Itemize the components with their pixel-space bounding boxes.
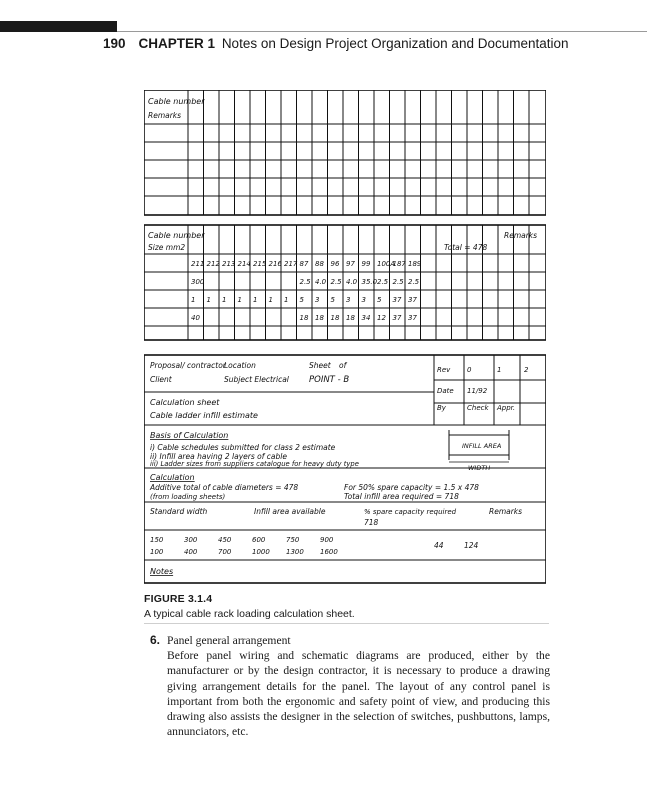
cable-cell: 3 <box>361 296 366 304</box>
date-label: Date <box>437 387 454 395</box>
bt-width-cell: 150 <box>150 536 164 544</box>
cable-cell: 2.5 <box>408 278 420 286</box>
cable-cell: 189 <box>408 260 422 268</box>
cable-cell: 37 <box>392 296 402 304</box>
check-label: Check <box>467 404 489 412</box>
cable-cell: 187 <box>392 260 406 268</box>
cable-cell: 215 <box>253 260 267 268</box>
caption-rule <box>144 623 549 624</box>
cable-cell: 2.5 <box>377 278 389 286</box>
calc-line-4: Total infill area required = 718 <box>344 492 459 501</box>
basis-line-2: ii) Infill area having 2 layers of cable <box>150 452 287 461</box>
calc-title: Cable ladder infill estimate <box>150 411 258 420</box>
cable-cell: 96 <box>330 260 340 268</box>
bt-required: 718 <box>364 518 379 527</box>
top-rule-black-bar <box>0 21 117 32</box>
width-label: WIDTH <box>468 464 491 472</box>
appr-label: Appr. <box>497 404 516 412</box>
cable-cell: 1 <box>284 296 289 304</box>
cable-cell: 300 <box>191 278 205 286</box>
cable-cell: 2.5 <box>299 278 311 286</box>
cable-cell: 5 <box>377 296 382 304</box>
bt-header-remarks: Remarks <box>489 507 523 516</box>
cable-cell: 37 <box>408 314 417 322</box>
calculation-heading: Calculation <box>150 473 195 482</box>
cable-cell: 1 <box>268 296 273 304</box>
basis-line-1: i) Cable schedules submitted for class 2 estimate <box>150 443 336 452</box>
point-label: POINT - B <box>309 375 350 385</box>
top-rule <box>0 0 647 32</box>
section-body: Before panel wiring and schematic diagrams are produced, either by the manufacturer or by the design contractor, it is necessary to produce a drawing giving arrangement details for the panel. The layout of any control panel is important from both the ergonomic and safety point of view, and producing this drawing also assists the designer in the selection of switches, pushbuttons, lamps, annunciators, etc. <box>167 649 550 739</box>
infill-area-label: INFILL AREA <box>462 442 502 450</box>
bt-area-cell: 100 <box>150 548 164 556</box>
bt-area-cell: 1600 <box>320 548 338 556</box>
figure-caption: A typical cable rack loading calculation sheet. <box>144 608 355 620</box>
calc-line-2: (from loading sheets) <box>150 493 226 501</box>
cable-cell: 212 <box>206 260 220 268</box>
chapter-label: CHAPTER 1 <box>138 36 216 51</box>
rev-date: 11/92 <box>467 387 488 395</box>
top-grid-remarks: Remarks <box>148 111 182 120</box>
cable-cell: 88 <box>315 260 324 268</box>
cable-cell: 97 <box>346 260 355 268</box>
bt-header-width: Standard width <box>150 507 208 516</box>
top-rule-gray-line <box>117 31 647 32</box>
figure-label: FIGURE 3.1.4 <box>144 593 213 605</box>
cable-cell: 213 <box>222 260 236 268</box>
section-panel-arrangement <box>150 633 550 739</box>
calc-line-3: For 50% spare capacity = 1.5 x 478 <box>344 483 479 492</box>
chapter-title: Notes on Design Project Organization and Documentation <box>221 36 569 51</box>
cable-cell: 1 <box>206 296 211 304</box>
section-title: Panel general arrangement <box>167 634 291 647</box>
cable-table-header-size: Size mm2 <box>148 243 186 252</box>
bt-area-cell: 1300 <box>286 548 304 556</box>
sheet-of-label: of <box>339 361 347 370</box>
basis-line-3: iii) Ladder sizes from suppliers catalogue for heavy duty type <box>150 460 359 468</box>
cable-cell: 34 <box>361 314 371 322</box>
bt-header-spare: % spare capacity required <box>364 508 457 516</box>
cable-table-header-number: Cable number <box>148 231 205 240</box>
page-number: 190 <box>103 36 126 51</box>
rev-col-2: 2 <box>524 366 529 374</box>
cable-cell: 1 <box>237 296 242 304</box>
cable-cell: 216 <box>268 260 282 268</box>
rev-label: Rev <box>437 366 451 374</box>
figure-cable-rack-sheet <box>144 90 546 585</box>
cable-cell: 37 <box>408 296 417 304</box>
cable-cell: 2.5 <box>330 278 342 286</box>
notes-label: Notes <box>150 567 174 576</box>
bt-width-cell: 750 <box>286 536 300 544</box>
cable-cell: 18 <box>299 314 309 322</box>
cable-cell: 217 <box>284 260 298 268</box>
cable-cell: 2.5 <box>392 278 404 286</box>
cable-cell: 100A <box>377 260 396 268</box>
by-label: By <box>437 404 446 412</box>
cable-cell: 4.0 <box>346 278 358 286</box>
cable-cell: 214 <box>237 260 251 268</box>
calc-line-1: Additive total of cable diameters = 478 <box>150 483 299 492</box>
cable-cell: 1 <box>191 296 196 304</box>
cable-cell: 211 <box>191 260 205 268</box>
rev-col-1: 1 <box>497 366 502 374</box>
bt-area-cell: 400 <box>184 548 198 556</box>
cable-cell: 99 <box>361 260 371 268</box>
cable-cell: 37 <box>392 314 402 322</box>
rev-col-0: 0 <box>467 366 472 374</box>
subject-label: Subject Electrical <box>224 375 289 384</box>
cable-cell: 87 <box>299 260 309 268</box>
bt-header-area: Infill area available <box>254 507 326 516</box>
calculation-sheet-label: Calculation sheet <box>150 398 220 407</box>
proposal-contractor-label: Proposal/ contractor <box>150 361 226 370</box>
cable-cell: 40 <box>191 314 200 322</box>
running-head <box>103 36 569 51</box>
cable-cell: 3 <box>315 296 320 304</box>
location-label: Location <box>224 361 256 370</box>
cable-cell: 4.0 <box>315 278 327 286</box>
bt-area-cell: 700 <box>218 548 232 556</box>
cable-cell: 1 <box>222 296 227 304</box>
bt-width-cell: 450 <box>218 536 232 544</box>
bt-width-cell: 600 <box>252 536 266 544</box>
cable-cell: 35.0 <box>361 278 378 286</box>
bt-area-cell: 1000 <box>252 548 270 556</box>
bt-width-cell: 300 <box>184 536 198 544</box>
cable-cell: 18 <box>346 314 355 322</box>
top-grid-header: Cable number <box>148 97 205 106</box>
bt-spare-cell: 124 <box>464 541 479 550</box>
cable-cell: 5 <box>299 296 304 304</box>
client-label: Client <box>150 375 172 384</box>
cable-cell: 18 <box>330 314 340 322</box>
basis-heading: Basis of Calculation <box>150 431 229 440</box>
sheet-label: Sheet <box>309 361 331 370</box>
bt-spare-cell: 44 <box>434 541 444 550</box>
cable-cell: 1 <box>253 296 258 304</box>
calculation-sheet-drawing <box>144 90 546 585</box>
cable-cell: 5 <box>330 296 335 304</box>
bt-width-cell: 900 <box>320 536 334 544</box>
cable-table-header-remarks: Remarks <box>504 231 538 240</box>
cable-cell: 3 <box>346 296 351 304</box>
cable-table-total: Total = 478 <box>444 243 488 252</box>
section-number: 6. <box>150 633 161 647</box>
cable-cell: 18 <box>315 314 324 322</box>
cable-cell: 12 <box>377 314 386 322</box>
